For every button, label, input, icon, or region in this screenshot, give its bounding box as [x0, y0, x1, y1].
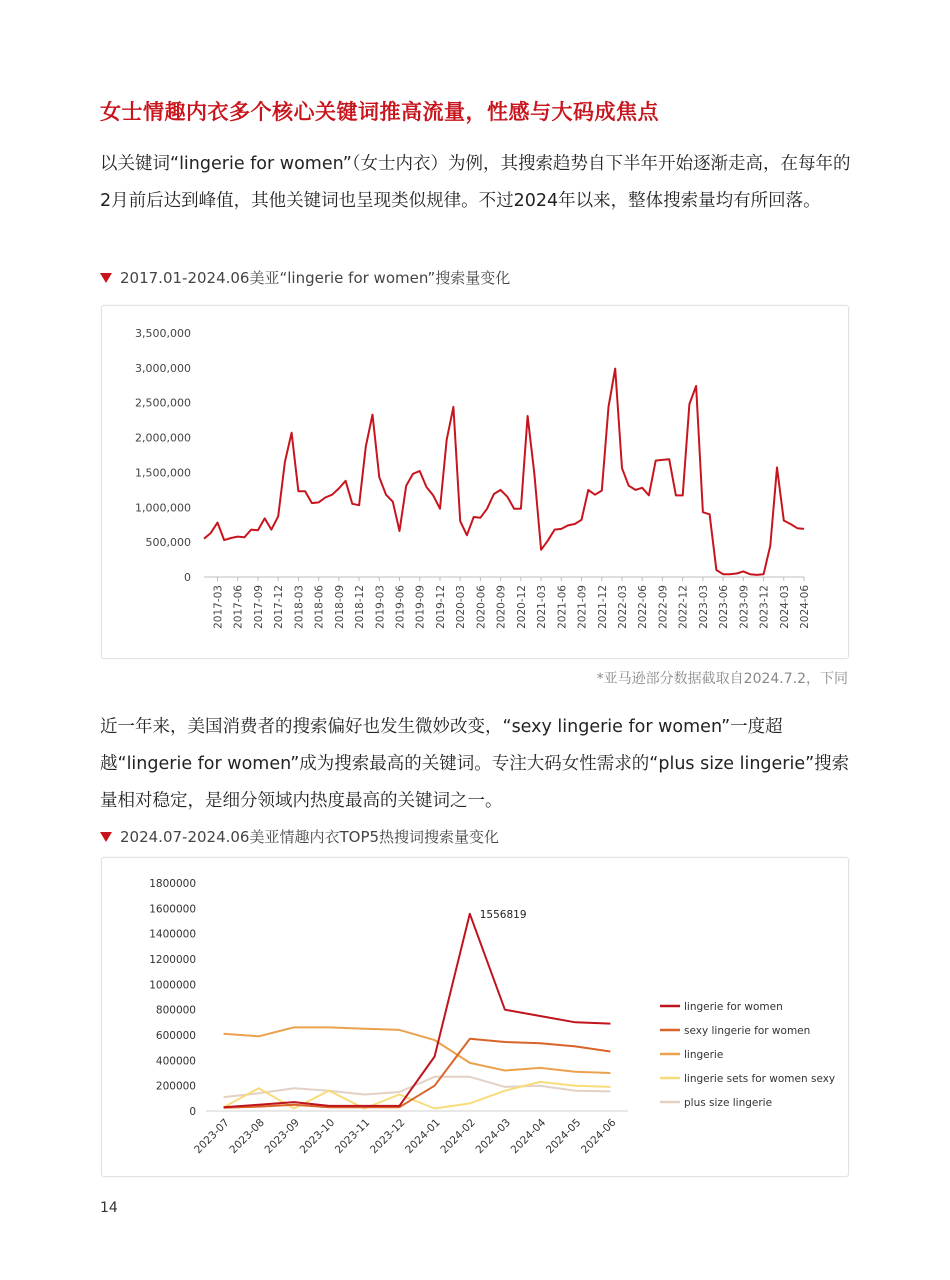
y-tick-label: 0 — [189, 1106, 196, 1118]
x-tick-label: 2018-09 — [333, 585, 346, 629]
series-line-lingerie-for-women — [204, 369, 804, 575]
x-tick-label: 2018-12 — [354, 585, 367, 629]
y-tick-label: 3,000,000 — [135, 361, 191, 375]
x-tick-label: 2024-04 — [508, 1116, 549, 1157]
series-line — [224, 914, 611, 1107]
x-tick-label: 2023-03 — [697, 585, 710, 629]
chart1-svg — [102, 306, 848, 658]
x-tick-label: 2023-10 — [297, 1116, 338, 1157]
x-tick-label: 2019-06 — [394, 585, 407, 629]
y-tick-label: 3,500,000 — [135, 327, 191, 340]
x-tick-label: 2023-08 — [227, 1116, 267, 1157]
x-tick-label: 2020-06 — [475, 585, 488, 629]
y-tick-label: 200000 — [155, 1080, 196, 1093]
x-tick-label: 2021-06 — [556, 585, 569, 629]
x-tick-label: 2024-05 — [543, 1116, 584, 1157]
data-source-note: *亚马逊部分数据截取自2024.7.2，下同 — [596, 671, 848, 687]
triangle-marker-icon — [100, 273, 112, 283]
legend-label: plus size lingerie — [684, 1097, 773, 1109]
x-tick-label: 2019-12 — [434, 585, 447, 629]
x-tick-label: 2020-09 — [495, 585, 508, 629]
x-tick-label: 2018-06 — [313, 585, 326, 629]
x-tick-label: 2024-06 — [579, 1116, 619, 1157]
x-tick-label: 2019-09 — [414, 585, 427, 629]
x-tick-label: 2017-12 — [273, 585, 286, 629]
y-tick-label: 1400000 — [149, 928, 196, 941]
x-tick-label: 2024-02 — [438, 1116, 478, 1157]
x-tick-label: 2024-03 — [473, 1116, 514, 1157]
x-tick-label: 2022-06 — [637, 585, 650, 629]
x-tick-label: 2017-03 — [212, 585, 225, 629]
x-tick-label: 2021-12 — [596, 585, 609, 629]
y-tick-label: 2,000,000 — [135, 431, 191, 445]
y-tick-label: 0 — [184, 571, 191, 584]
legend-label: sexy lingerie for women — [684, 1025, 811, 1037]
y-tick-label: 600000 — [155, 1030, 196, 1042]
figure1-caption-text: 2017.01-2024.06美亚“lingerie for women”搜索量变化 — [120, 269, 511, 287]
y-tick-label: 400000 — [155, 1055, 196, 1068]
x-tick-label: 2023-09 — [738, 585, 751, 629]
x-tick-label: 2022-12 — [677, 585, 690, 629]
section-title: 女士情趣内衣多个核心关键词推高流量，性感与大码成焦点 — [100, 100, 659, 124]
y-tick-label: 2,500,000 — [135, 396, 191, 410]
x-tick-label: 2023-12 — [368, 1116, 408, 1157]
x-tick-label: 2024-01 — [403, 1116, 443, 1157]
x-tick-label: 2018-03 — [293, 585, 306, 629]
x-tick-label: 2019-03 — [374, 585, 387, 629]
data-label-peak: 1556819 — [479, 908, 527, 921]
x-tick-label: 2023-07 — [192, 1116, 232, 1157]
x-tick-label: 2023-09 — [262, 1116, 303, 1157]
legend-label: lingerie for women — [684, 1001, 783, 1013]
figure2-caption — [100, 826, 499, 847]
triangle-marker-icon — [100, 832, 112, 842]
x-tick-label: 2022-03 — [616, 585, 629, 629]
x-tick-label: 2023-06 — [718, 585, 731, 629]
y-tick-label: 1,500,000 — [135, 466, 191, 480]
series-line — [224, 1039, 611, 1108]
x-tick-label: 2024-06 — [799, 585, 811, 629]
x-tick-label: 2022-09 — [657, 585, 670, 629]
x-tick-label: 2017-09 — [252, 585, 265, 629]
paragraph-intro: 以关键词“lingerie for women”（女士内衣）为例，其搜索趋势自下半年开始逐渐走高，在每年的2月前后达到峰值，其他关键词也呈现类似规律。不过2024年以来，整体搜索量均有所回落。 — [100, 154, 851, 211]
figure2-caption-text: 2024.07-2024.06美亚情趣内衣TOP5热搜词搜索量变化 — [120, 828, 500, 846]
y-tick-label: 1200000 — [149, 954, 196, 966]
y-tick-label: 1800000 — [149, 878, 196, 890]
chart2-container — [101, 857, 849, 1177]
page-number: 14 — [100, 1200, 118, 1216]
series-line — [224, 1027, 611, 1073]
y-tick-label: 1600000 — [149, 903, 196, 916]
x-tick-label: 2017-06 — [232, 585, 245, 629]
x-tick-label: 2023-12 — [758, 585, 771, 629]
y-tick-label: 800000 — [155, 1004, 196, 1017]
chart2-svg — [102, 858, 848, 1176]
y-tick-label: 1000000 — [149, 979, 196, 992]
x-tick-label: 2023-11 — [332, 1116, 373, 1157]
legend-label: lingerie — [684, 1049, 724, 1061]
legend-label: lingerie sets for women sexy — [684, 1073, 836, 1085]
paragraph-keywords: 近一年来，美国消费者的搜索偏好也发生微妙改变，“sexy lingerie for women”一度超越“lingerie for women”成为搜索最高的关键词。专注大码女性需求的“plus size lingerie”搜索量相对稳定，是细分领域内热度最高的关键词之一。 — [100, 717, 850, 811]
x-tick-label: 2021-09 — [576, 585, 589, 629]
x-tick-label: 2021-03 — [536, 585, 549, 629]
figure1-caption — [100, 267, 510, 288]
x-tick-label: 2024-03 — [778, 585, 791, 629]
chart1-container — [101, 305, 849, 659]
x-tick-label: 2020-12 — [515, 585, 528, 629]
x-tick-label: 2020-03 — [455, 585, 468, 629]
y-tick-label: 500,000 — [145, 536, 191, 550]
y-tick-label: 1,000,000 — [135, 501, 191, 515]
